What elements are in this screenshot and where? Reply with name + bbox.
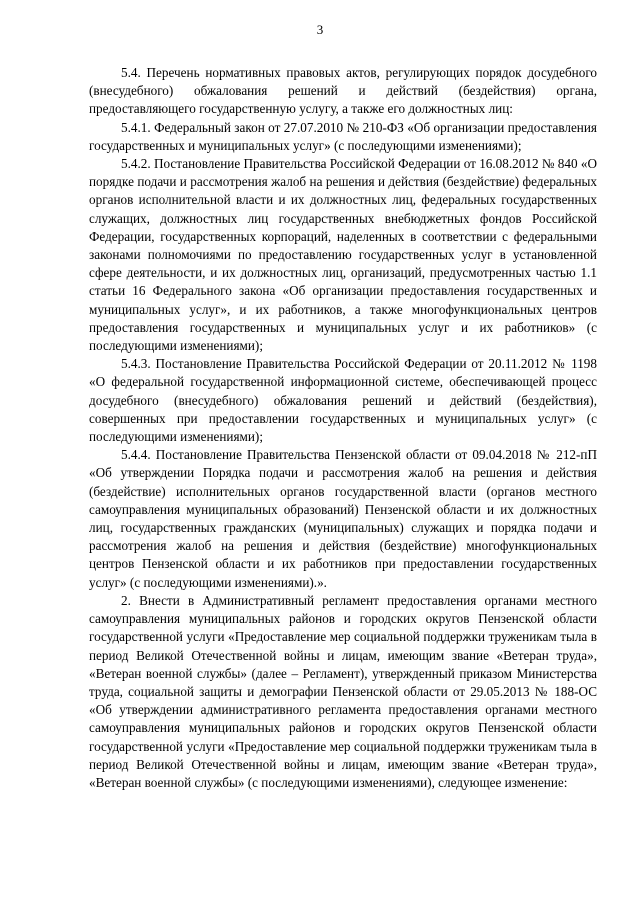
paragraph-5-4-3: 5.4.3. Постановление Правительства Российской Федерации от 20.11.2012 № 1198 «О федеральной государственной информационной системе, обеспечивающей процесс досудебного (внесудебного) обжалования решений и действий (бездействия), совершенных при предоставлении государственных и муниципальных услуг» (с последующими изменениями); (89, 356, 597, 445)
document-body (89, 64, 597, 792)
paragraph-5-4-4: 5.4.4. Постановление Правительства Пензенской области от 09.04.2018 № 212-пП «Об утверждении Порядка подачи и рассмотрения жалоб на решения и действия (бездействие) исполнительных органов государственной власти (органов местного самоуправления муниципальных образований) Пензенской области и их должностных лиц, государственных гражданских (муниципальных) служащих и порядка подачи и рассмотрения жалоб на решения и действия (бездействие) многофункциональных центров Пензенской области и их работников при предоставлении государственных услуг» (с последующими изменениями).». (89, 447, 597, 590)
page-number: 3 (316, 22, 324, 37)
paragraph-5-4: 5.4. Перечень нормативных правовых актов, регулирующих порядок досудебного (внесудебного) обжалования решений и действий (бездействия) органа, предоставляющего государственную услугу, а также его должностных лиц: (89, 65, 597, 117)
paragraph-5-4-2: 5.4.2. Постановление Правительства Российской Федерации от 16.08.2012 № 840 «О порядке подачи и рассмотрения жалоб на решения и действия (бездействие) федеральных органов исполнительной власти и их должностных лиц, федеральных государственных служащих, должностных лиц государственных внебюджетных фондов Российской Федерации, государственных корпораций, наделенных в соответствии с федеральными законами полномочиями по предоставлению государственных услуг в установленной сфере деятельности, и их должностных лиц, организаций, предусмотренных частью 1.1 статьи 16 Федерального закона «Об организации предоставления государственных и муниципальных услуг», и их работников, а также многофункциональных центров предоставления государственных и муниципальных услуг и их работников» (с последующими изменениями); (89, 156, 597, 354)
paragraph-5-4-1: 5.4.1. Федеральный закон от 27.07.2010 № 210-ФЗ «Об организации предоставления государственных и муниципальных услуг» (с последующими изменениями); (89, 119, 597, 153)
paragraph-2: 2. Внести в Административный регламент предоставления органами местного самоуправления муниципальных районов и городских округов Пензенской области государственной услуги «Предоставление мер социальной поддержки труженикам тыла в период Великой Отечественной войны и лицам, имеющим звание «Ветеран труда», «Ветеран военной службы» (далее – Регламент), утвержденный приказом Министерства труда, социальной защиты и демографии Пензенской области от 29.05.2013 № 188-ОС «Об утверждении административного регламента предоставления органами местного самоуправления муниципальных районов и городских округов Пензенской области государственной услуги «Предоставление мер социальной поддержки труженикам тыла в период Великой Отечественной войны и лицам, имеющим звание «Ветеран труда», «Ветеран военной службы» (с последующими изменениями), следующее изменение: (89, 592, 597, 790)
